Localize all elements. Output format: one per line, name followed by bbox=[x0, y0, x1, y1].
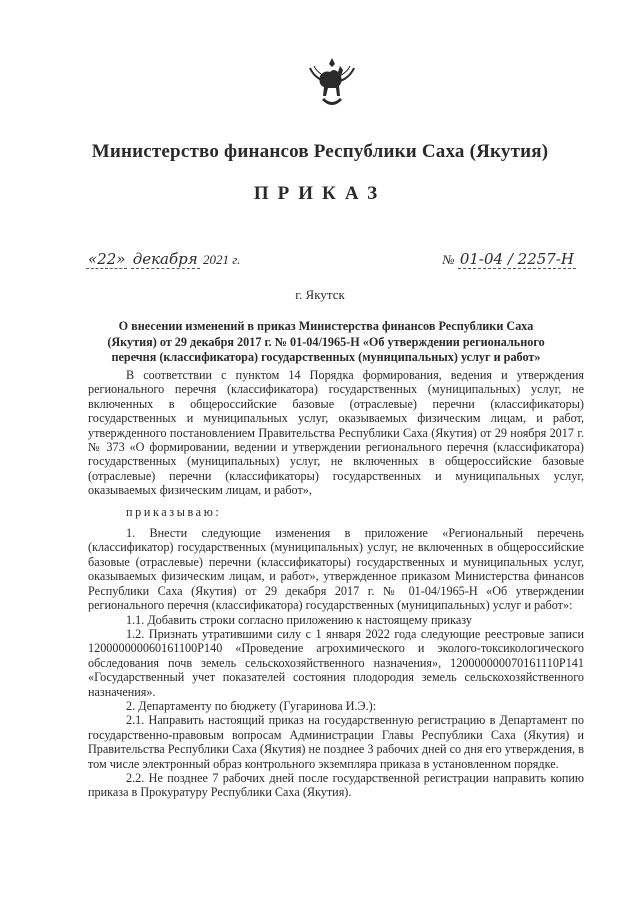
date-number-line bbox=[86, 248, 576, 272]
clause-2-1: 2.1. Направить настоящий приказ на государственную регистрацию в Департамент по государственно-правовым вопросам Администрации Главы Республики Саха (Якутия) и Правительства Республики Саха (Якутия) не позднее 3 рабочих дней со дня его утверждения, в том числе электронный образ контрольного экземпляра приказа в установленном порядке. bbox=[88, 713, 584, 771]
clause-2-2: 2.2. Не позднее 7 рабочих дней после государственной регистрации направить копию приказа в Прокуратуру Республики Саха (Якутия). bbox=[88, 770, 584, 800]
document-number bbox=[442, 250, 576, 268]
order-subject: О внесении изменений в приказ Министерства финансов Республики Саха (Якутия) от 29 декабря 2017 г. № 01-04/1965-Н «Об утверждении регионального перечня (классификатора) государственных (муниципальных) услуг и работ» bbox=[107, 319, 545, 364]
ministry-name: Министерство финансов Республики Саха (Якутия) bbox=[91, 141, 549, 162]
number-prefix: № bbox=[442, 252, 455, 267]
document-date bbox=[86, 250, 240, 268]
date-month: декабря bbox=[132, 250, 198, 268]
date-year: 2021 г. bbox=[202, 252, 241, 267]
clause-1-1: 1.1. Добавить строки согласно приложению к настоящему приказу bbox=[126, 612, 472, 627]
order-verb: приказываю: bbox=[126, 504, 222, 519]
clause-2: 2. Департаменту по бюджету (Гугаринова И.Э.): bbox=[126, 698, 377, 713]
date-day: «22» bbox=[88, 250, 126, 268]
order-body bbox=[88, 368, 584, 800]
number-value: 01-04 / 2257-Н bbox=[459, 250, 574, 268]
preamble-paragraph: В соответствии с пунктом 14 Порядка формирования, ведения и утверждения регионального перечня (классификатора) государственных (муниципальных) услуг, не включенных в общероссийские базовые (отраслевые) перечни (классификаторы) государственных и муниципальных услуг, оказываемых физическим лицам, и работ, утвержденного постановлением Правительства Республики Саха (Якутия) от 29 ноября 2017 г. № 373 «О формировании, ведении и утверждении регионального перечня (классификатора) государственных (муниципальных) услуг, не включенных в общероссийские базовые (отраслевые) перечни (классификаторы) государственных и муниципальных услуг, оказываемых физическим лицам, и работ», bbox=[88, 368, 584, 498]
clause-1: 1. Внести следующие изменения в приложение «Региональный перечень (классификатор) государственных (муниципальных) услуг, не включенных в общероссийские базовые (отраслевые) перечни (классификаторы) государственных и муниципальных услуг, оказываемых физическим лицам, и работ», утвержденное приказом Министерства финансов Республики Саха (Якутия) от 29 декабря 2017 г. № 01-04/1965-Н «Об утверждении регионального перечня (классификатора) государственных (муниципальных) услуг и работ»: bbox=[88, 526, 584, 613]
city: г. Якутск bbox=[295, 287, 345, 302]
clause-1-2: 1.2. Признать утратившими силу с 1 января 2022 года следующие реестровые записи 120000000060161100Р140 «Проведение агрохимического и эколого-токсикологического обследования почв земель сельскохозяйственного назначения», 120000000070161110Р141 «Государственный учет показателей состояния плодородия земель сельскохозяйственного назначения». bbox=[88, 626, 584, 699]
yakutia-coat-of-arms-icon bbox=[300, 56, 364, 112]
document-type-title: ПРИКАЗ bbox=[253, 183, 387, 204]
